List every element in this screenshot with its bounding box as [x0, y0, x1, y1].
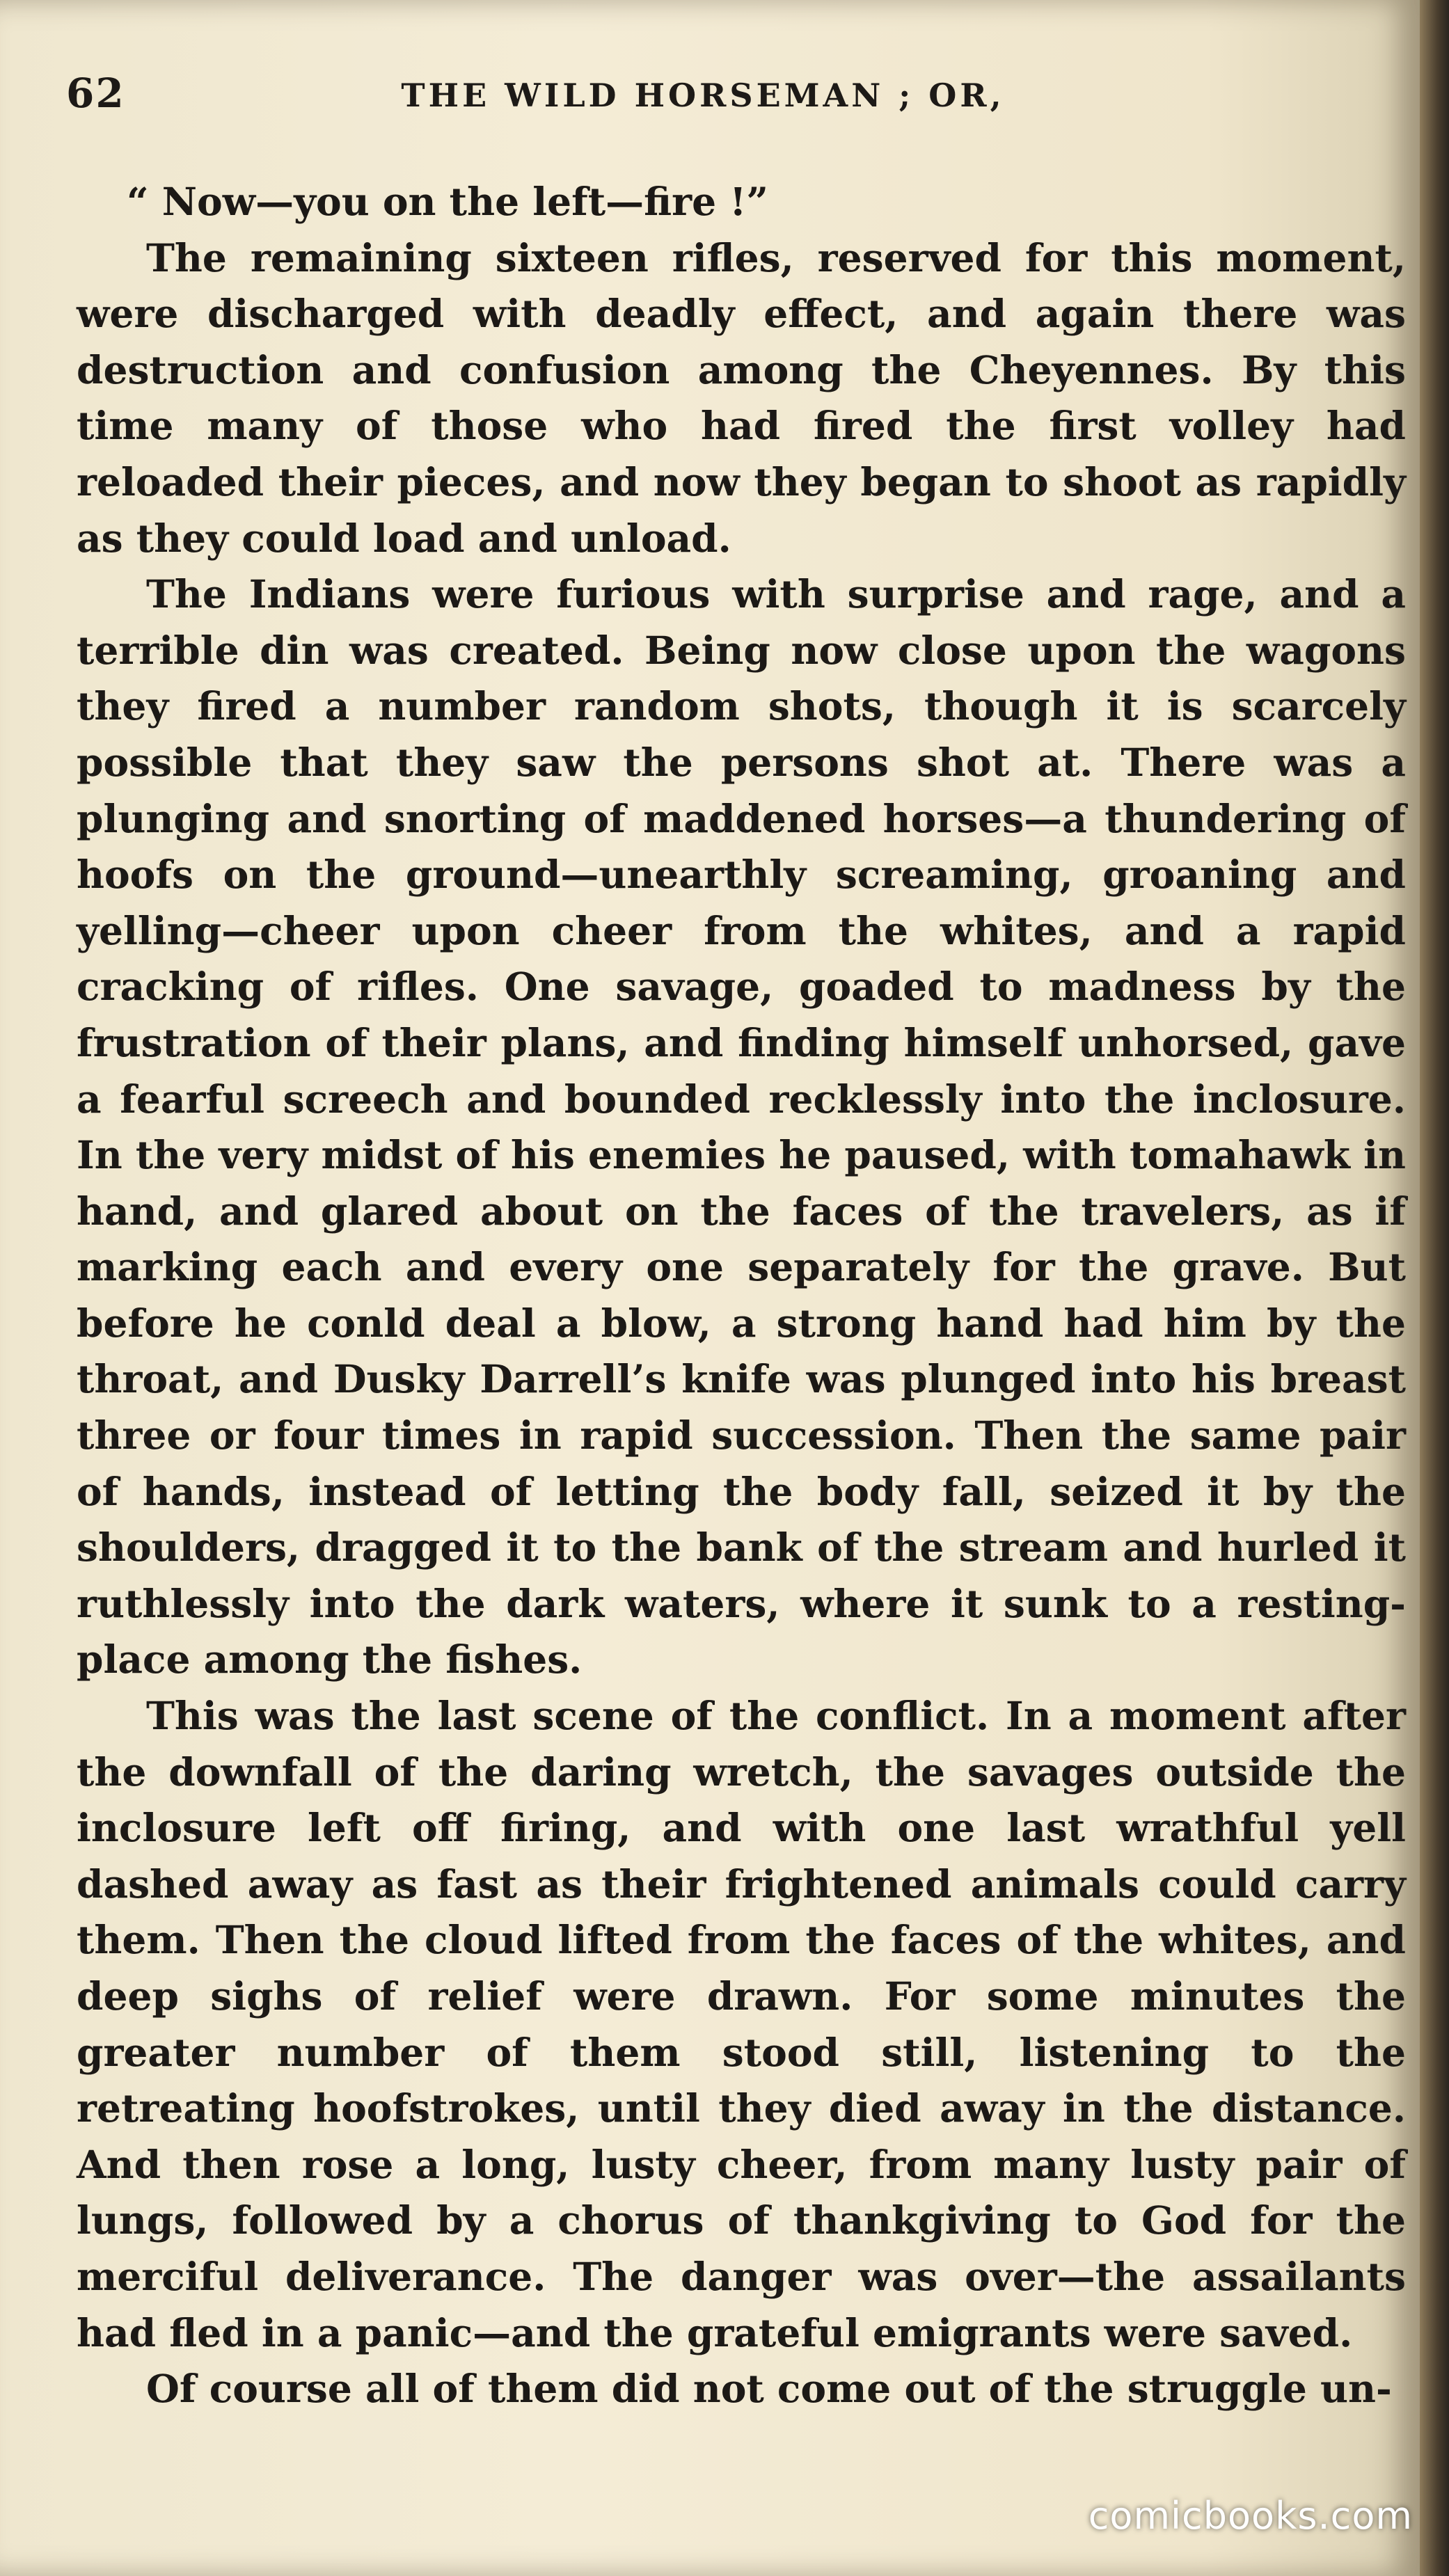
paragraph-3: This was the last scene of the conflict. In a moment after the downfall of the daring wretch, the savages outside the inclosure left off firing, and with one last wrathful yell dashed away as fast as their frightened animals could carry them. Then the cloud lifted from the faces of the whites, and deep sighs of relief were drawn. For some minutes the greater number of them stood still, listening to the retreating hoofstrokes, until they died away in the distance. And then rose a long, lusty cheer, from many lusty pair of lungs, followed by a chorus of thankgiving to God for the merciful deliverance. The danger was over—the assailants had fled in a panic—and the grateful emigrants were saved.: [77, 1693, 1406, 2355]
page-header: [66, 70, 1340, 125]
body-text: [77, 174, 1406, 2417]
paragraph-dialogue: “ Now—you on the left—fire !”: [127, 179, 769, 224]
paragraph-2: The Indians were furious with surprise and rage, and a terrible din was created. Being now close upon the wagons they fired a number random shots, though it is scarcely possible that they saw the persons shot at. There was a plunging and snorting of maddened horses—a thundering of hoofs on the ground—unearthly screaming, groaning and yelling—cheer upon cheer from the whites, and a rapid cracking of rifles. One savage, goaded to madness by the frustration of their plans, and finding himself unhorsed, gave a fearful screech and bounded recklessly into the inclosure. In the very midst of his enemies he paused, with tomahawk in hand, and glared about on the faces of the travelers, as if marking each and every one separately for the grave. But before he conld deal a blow, a strong hand had him by the throat, and Dusky Darrell’s knife was plunged into his breast three or four times in rapid succession. Then the same pair of hands, instead of letting the body fall, seized it by the shoulders, dragged it to the bank of the stream and hurled it ruthlessly into the dark waters, where it sunk to a resting-place among the fishes.: [77, 571, 1406, 1683]
paragraph-4: Of course all of them did not come out of the struggle un-: [146, 2366, 1392, 2412]
watermark: comicbooks.com: [1088, 2494, 1413, 2538]
paragraph-1: The remaining sixteen rifles, reserved for this moment, were discharged with deadly effect, and again there was destruction and confusion among the Cheyennes. By this time many of those who had fired the first volley had reloaded their pieces, and now they began to shoot as rapidly as they could load and unload.: [77, 234, 1406, 561]
book-spine-edge: [1420, 0, 1449, 2576]
running-head: THE WILD HORSEMAN ; OR,: [401, 77, 1005, 114]
page-number: 62: [66, 70, 125, 117]
